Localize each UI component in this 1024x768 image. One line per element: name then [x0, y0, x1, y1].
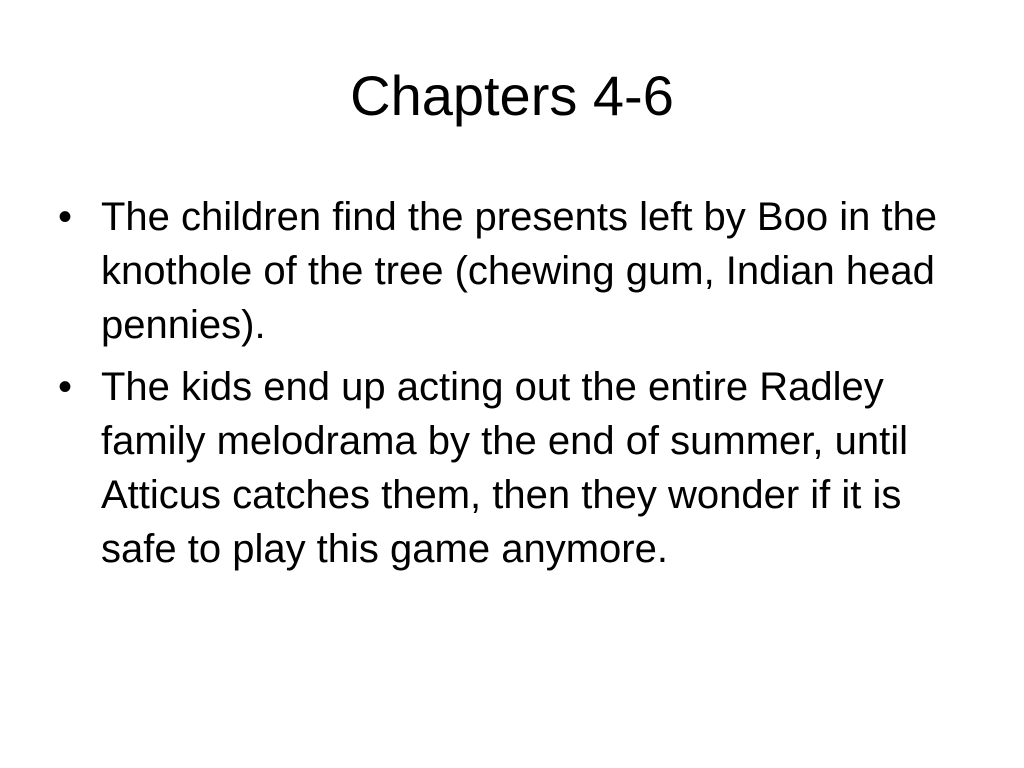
bullet-list: [58, 190, 958, 584]
slide-title: Chapters 4-6: [350, 64, 674, 127]
bullet-text: The kids end up acting out the entire Radley family melodrama by the end of summer, until Atticus catches them, then they wonder if it is safe to play this game anymore.: [101, 365, 909, 571]
list-item: [58, 190, 958, 352]
bullet-icon: •: [58, 195, 73, 239]
bullet-icon: •: [58, 365, 73, 409]
list-item: [58, 360, 958, 576]
bullet-text: The children find the presents left by Boo in the knothole of the tree (chewing gum, Indian head pennies).: [101, 195, 938, 347]
